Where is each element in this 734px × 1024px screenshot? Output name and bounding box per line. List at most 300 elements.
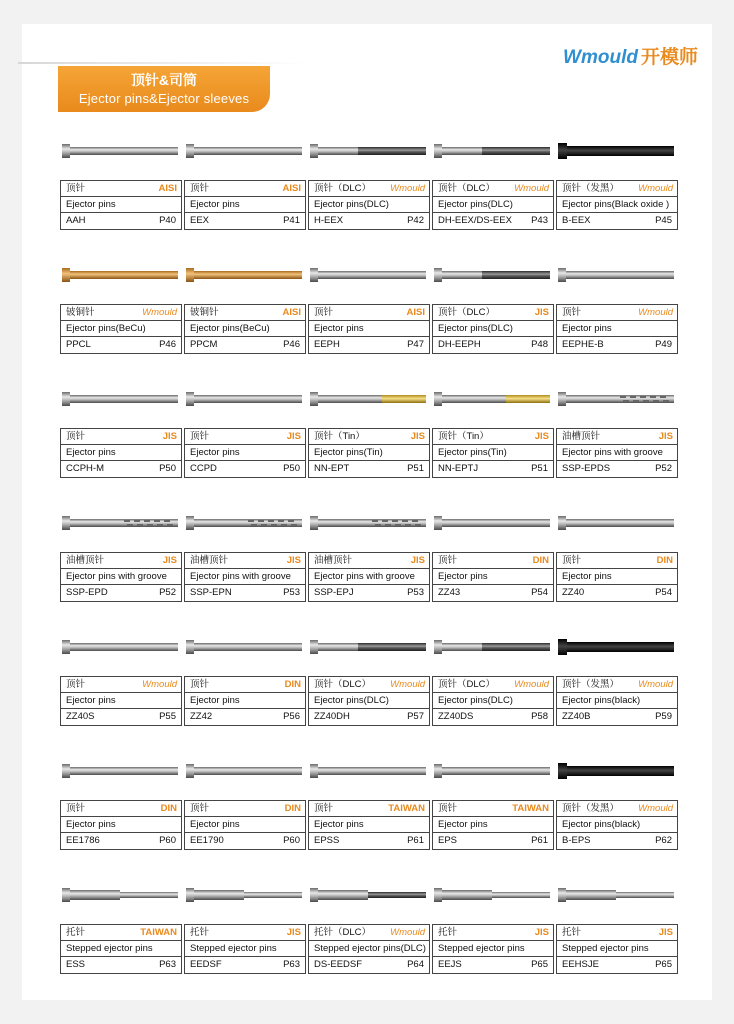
product-cn-name: [309, 181, 429, 197]
ejector-pin-image: [432, 388, 552, 410]
ejector-pin-image: [556, 636, 676, 658]
product-code: ZZ43: [438, 587, 461, 598]
ejector-pin-image: [184, 760, 304, 782]
product-code: EEPH: [314, 339, 340, 350]
product-en-name: Ejector pins with groove: [309, 569, 429, 585]
product-spec-cell[interactable]: [556, 428, 678, 478]
product-code-row: [185, 833, 305, 849]
standard-label: JIS: [534, 927, 549, 938]
product-en-name: Ejector pins(DLC): [433, 197, 553, 213]
product-code: ZZ40B: [562, 711, 591, 722]
product-spec-cell[interactable]: [308, 552, 430, 602]
standard-label: TAIWAN: [388, 803, 425, 814]
product-spec-cell[interactable]: [308, 428, 430, 478]
product-spec-cell[interactable]: [308, 924, 430, 974]
product-spec-cell[interactable]: [556, 800, 678, 850]
product-spec-cell[interactable]: [184, 924, 306, 974]
page-ref: P48: [531, 339, 548, 350]
ejector-pin-image: [60, 264, 180, 286]
ejector-pin-image: [184, 140, 304, 162]
product-en-name: Stepped ejector pins: [433, 941, 553, 957]
brand-chinese: 开模师: [640, 47, 698, 68]
product-en-name: Ejector pins(Tin): [433, 445, 553, 461]
page-ref: P61: [407, 835, 424, 846]
product-en-name: Ejector pins: [185, 197, 305, 213]
spec-cell-row: [60, 428, 678, 480]
product-cn-name: [433, 925, 553, 941]
product-spec-cell[interactable]: [432, 304, 554, 354]
product-code-row: [185, 957, 305, 973]
pin-image-row: [60, 264, 678, 286]
brand-logo: [563, 42, 698, 69]
cn-label: 油槽顶针: [562, 431, 601, 442]
product-spec-cell[interactable]: [432, 180, 554, 230]
ejector-pin-image: [556, 760, 676, 782]
cn-label: 顶针: [314, 307, 334, 318]
cn-label: 顶针: [438, 555, 458, 566]
product-en-name: Stepped ejector pins: [185, 941, 305, 957]
cn-label: 顶针: [66, 431, 86, 442]
page-ref: P51: [407, 463, 424, 474]
product-en-name: Ejector pins(BeCu): [185, 321, 305, 337]
product-code-row: [433, 709, 553, 725]
cn-label: 顶针: [66, 679, 86, 690]
ejector-pin-image: [60, 140, 180, 162]
standard-label: Wmould: [390, 183, 425, 194]
standard-label: TAIWAN: [512, 803, 549, 814]
ejector-pin-image: [556, 264, 676, 286]
spec-cell-row: [60, 924, 678, 976]
page-ref: P54: [655, 587, 672, 598]
standard-label: JIS: [534, 307, 549, 318]
product-cn-name: [557, 429, 677, 445]
product-row: [60, 512, 678, 636]
standard-label: DIN: [284, 803, 301, 814]
product-code: ZZ40: [562, 587, 585, 598]
product-code-row: [61, 213, 181, 229]
header-rule: [18, 62, 308, 64]
spec-cell-row: [60, 304, 678, 356]
product-code-row: [185, 337, 305, 353]
page-ref: P63: [159, 959, 176, 970]
spec-cell-row: [60, 676, 678, 728]
product-code-row: [185, 585, 305, 601]
product-code: PPCL: [66, 339, 91, 350]
ejector-pin-image: [556, 884, 676, 906]
product-cn-name: [557, 553, 677, 569]
product-code: PPCM: [190, 339, 218, 350]
cn-label: 托针: [438, 927, 458, 938]
product-row: [60, 636, 678, 760]
product-spec-cell[interactable]: [308, 304, 430, 354]
product-spec-cell[interactable]: [432, 428, 554, 478]
standard-label: DIN: [284, 679, 301, 690]
product-en-name: Stepped ejector pins: [557, 941, 677, 957]
product-code-row: [61, 957, 181, 973]
product-spec-cell[interactable]: [556, 676, 678, 726]
product-code: AAH: [66, 215, 86, 226]
product-en-name: Ejector pins: [185, 445, 305, 461]
product-cn-name: [61, 677, 181, 693]
product-en-name: Stepped ejector pins(DLC): [309, 941, 429, 957]
ejector-pin-image: [308, 884, 428, 906]
product-code: SSP-EPDS: [562, 463, 611, 474]
standard-label: Wmould: [142, 307, 177, 318]
product-code-row: [557, 337, 677, 353]
product-code: EEPHE-B: [562, 339, 604, 350]
ejector-pin-image: [60, 760, 180, 782]
standard-label: JIS: [286, 431, 301, 442]
product-en-name: Ejector pins: [61, 197, 181, 213]
page-ref: P46: [159, 339, 176, 350]
pin-image-row: [60, 760, 678, 782]
cn-label: 顶针: [438, 803, 458, 814]
ejector-pin-image: [308, 636, 428, 658]
product-en-name: Ejector pins: [61, 817, 181, 833]
product-en-name: Ejector pins(Tin): [309, 445, 429, 461]
product-code: ZZ40S: [66, 711, 95, 722]
cn-label: 顶针: [562, 307, 582, 318]
product-cn-name: [61, 553, 181, 569]
standard-label: DIN: [160, 803, 177, 814]
ejector-pin-image: [308, 512, 428, 534]
product-en-name: Stepped ejector pins: [61, 941, 181, 957]
product-cn-name: [309, 429, 429, 445]
product-en-name: Ejector pins(BeCu): [61, 321, 181, 337]
page-ref: P55: [159, 711, 176, 722]
page-ref: P62: [655, 835, 672, 846]
page-ref: P47: [407, 339, 424, 350]
product-code: ESS: [66, 959, 86, 970]
product-en-name: Ejector pins with groove: [557, 445, 677, 461]
spec-cell-row: [60, 180, 678, 232]
product-cn-name: [61, 181, 181, 197]
product-code: ZZ40DH: [314, 711, 350, 722]
ejector-pin-image: [184, 388, 304, 410]
cn-label: 顶针（发黑）: [562, 803, 620, 814]
cn-label: 顶针（Tin）: [438, 431, 489, 442]
product-cn-name: [433, 181, 553, 197]
pin-image-row: [60, 512, 678, 534]
standard-label: Wmould: [142, 679, 177, 690]
ejector-pin-image: [308, 760, 428, 782]
product-cn-name: [557, 677, 677, 693]
product-en-name: Ejector pins: [309, 321, 429, 337]
product-code: EE1790: [190, 835, 224, 846]
spec-cell-row: [60, 800, 678, 852]
product-spec-cell[interactable]: [60, 428, 182, 478]
product-spec-cell[interactable]: [60, 304, 182, 354]
product-en-name: Ejector pins(Black oxide ): [557, 197, 677, 213]
product-code: SSP-EPJ: [314, 587, 354, 598]
page-ref: P61: [531, 835, 548, 846]
ejector-pin-image: [60, 884, 180, 906]
cn-label: 顶针: [66, 183, 86, 194]
standard-label: DIN: [656, 555, 673, 566]
product-row: [60, 884, 678, 1008]
product-cn-name: [433, 801, 553, 817]
product-spec-cell[interactable]: [60, 676, 182, 726]
page-ref: P46: [283, 339, 300, 350]
product-cn-name: [61, 801, 181, 817]
page-ref: P60: [283, 835, 300, 846]
product-cn-name: [557, 305, 677, 321]
product-spec-cell[interactable]: [432, 552, 554, 602]
product-code: NN-EPTJ: [438, 463, 479, 474]
standard-label: TAIWAN: [140, 927, 177, 938]
product-code-row: [557, 957, 677, 973]
product-spec-cell[interactable]: [60, 180, 182, 230]
ejector-pin-image: [432, 884, 552, 906]
product-cn-name: [61, 429, 181, 445]
product-spec-cell[interactable]: [432, 676, 554, 726]
standard-label: JIS: [286, 555, 301, 566]
product-spec-cell[interactable]: [308, 676, 430, 726]
product-cn-name: [185, 801, 305, 817]
product-spec-cell[interactable]: [556, 180, 678, 230]
product-cn-name: [61, 305, 181, 321]
product-code: ZZ40DS: [438, 711, 474, 722]
pin-image-row: [60, 884, 678, 906]
product-spec-cell[interactable]: [308, 800, 430, 850]
page-ref: P64: [407, 959, 424, 970]
product-spec-cell[interactable]: [184, 428, 306, 478]
product-en-name: Ejector pins(DLC): [433, 693, 553, 709]
ejector-pin-image: [556, 512, 676, 534]
product-cn-name: [433, 305, 553, 321]
product-code-row: [185, 461, 305, 477]
product-cn-name: [185, 429, 305, 445]
product-code-row: [557, 585, 677, 601]
product-code-row: [61, 709, 181, 725]
ejector-pin-image: [432, 140, 552, 162]
product-en-name: Ejector pins with groove: [61, 569, 181, 585]
product-spec-cell[interactable]: [184, 676, 306, 726]
product-spec-cell[interactable]: [556, 924, 678, 974]
product-code-row: [309, 709, 429, 725]
product-spec-cell[interactable]: [556, 304, 678, 354]
product-spec-cell[interactable]: [556, 552, 678, 602]
product-spec-cell[interactable]: [432, 924, 554, 974]
product-cn-name: [185, 925, 305, 941]
cn-label: 托针: [562, 927, 582, 938]
cn-label: 油槽顶针: [190, 555, 229, 566]
product-en-name: Ejector pins: [61, 693, 181, 709]
standard-label: JIS: [286, 927, 301, 938]
cn-label: 托针（DLC）: [314, 927, 372, 938]
product-en-name: Ejector pins: [61, 445, 181, 461]
cn-label: 顶针: [314, 803, 334, 814]
ejector-pin-image: [308, 388, 428, 410]
page-ref: P52: [655, 463, 672, 474]
ejector-pin-image: [60, 512, 180, 534]
page-ref: P59: [655, 711, 672, 722]
product-grid: [60, 140, 678, 1008]
product-cn-name: [309, 801, 429, 817]
product-en-name: Ejector pins(DLC): [433, 321, 553, 337]
product-spec-cell[interactable]: [184, 800, 306, 850]
product-spec-cell[interactable]: [184, 552, 306, 602]
page-ref: P65: [655, 959, 672, 970]
product-en-name: Ejector pins: [309, 817, 429, 833]
product-code: NN-EPT: [314, 463, 350, 474]
product-code-row: [433, 585, 553, 601]
standard-label: AISI: [282, 307, 301, 318]
page-ref: P42: [407, 215, 424, 226]
standard-label: AISI: [282, 183, 301, 194]
product-spec-cell[interactable]: [432, 800, 554, 850]
product-code: SSP-EPN: [190, 587, 232, 598]
product-cn-name: [61, 925, 181, 941]
standard-label: JIS: [658, 927, 673, 938]
cn-label: 顶针: [190, 183, 210, 194]
product-code-row: [61, 833, 181, 849]
ejector-pin-image: [184, 636, 304, 658]
ejector-pin-image: [432, 264, 552, 286]
product-spec-cell[interactable]: [60, 924, 182, 974]
product-cn-name: [309, 925, 429, 941]
ejector-pin-image: [60, 636, 180, 658]
product-code-row: [61, 461, 181, 477]
section-banner: [58, 66, 270, 112]
product-code: H-EEX: [314, 215, 344, 226]
ejector-pin-image: [432, 512, 552, 534]
product-code: B-EPS: [562, 835, 591, 846]
ejector-pin-image: [432, 636, 552, 658]
product-code: ZZ42: [190, 711, 213, 722]
ejector-pin-image: [184, 264, 304, 286]
cn-label: 顶针（DLC）: [438, 679, 496, 690]
product-code-row: [309, 213, 429, 229]
product-row: [60, 140, 678, 264]
product-cn-name: [185, 305, 305, 321]
ejector-pin-image: [556, 140, 676, 162]
ejector-pin-image: [184, 884, 304, 906]
product-code: DH-EEX/DS-EEX: [438, 215, 512, 226]
standard-label: Wmould: [514, 183, 549, 194]
product-code-row: [309, 337, 429, 353]
page-ref: P40: [159, 215, 176, 226]
product-spec-cell[interactable]: [184, 304, 306, 354]
product-code: EEJS: [438, 959, 462, 970]
ejector-pin-image: [432, 760, 552, 782]
pin-image-row: [60, 636, 678, 658]
product-spec-cell[interactable]: [60, 800, 182, 850]
cn-label: 顶针: [562, 555, 582, 566]
pin-image-row: [60, 388, 678, 410]
page-ref: P58: [531, 711, 548, 722]
page-ref: P50: [159, 463, 176, 474]
product-en-name: Ejector pins: [185, 817, 305, 833]
product-spec-cell[interactable]: [60, 552, 182, 602]
page-ref: P49: [655, 339, 672, 350]
spec-cell-row: [60, 552, 678, 604]
product-row: [60, 388, 678, 512]
standard-label: Wmould: [638, 803, 673, 814]
standard-label: AISI: [406, 307, 425, 318]
product-code: DH-EEPH: [438, 339, 481, 350]
product-code-row: [433, 461, 553, 477]
cn-label: 顶针: [66, 803, 86, 814]
product-cn-name: [433, 429, 553, 445]
page-ref: P53: [407, 587, 424, 598]
product-en-name: Ejector pins(DLC): [309, 197, 429, 213]
ejector-pin-image: [556, 388, 676, 410]
product-cn-name: [309, 677, 429, 693]
product-code-row: [433, 337, 553, 353]
product-code-row: [185, 213, 305, 229]
product-cn-name: [557, 181, 677, 197]
cn-label: 顶针（发黑）: [562, 679, 620, 690]
product-cn-name: [309, 305, 429, 321]
product-spec-cell[interactable]: [308, 180, 430, 230]
pin-image-row: [60, 140, 678, 162]
standard-label: DIN: [532, 555, 549, 566]
product-code: EEHSJE: [562, 959, 599, 970]
product-en-name: Ejector pins(black): [557, 817, 677, 833]
page-ref: P41: [283, 215, 300, 226]
page-ref: P45: [655, 215, 672, 226]
standard-label: Wmould: [638, 307, 673, 318]
standard-label: JIS: [658, 431, 673, 442]
product-code: EEDSF: [190, 959, 222, 970]
product-code-row: [557, 709, 677, 725]
page-ref: P57: [407, 711, 424, 722]
product-code-row: [309, 957, 429, 973]
cn-label: 铍铜针: [190, 307, 219, 318]
product-en-name: Ejector pins(DLC): [309, 693, 429, 709]
standard-label: JIS: [162, 555, 177, 566]
product-cn-name: [185, 553, 305, 569]
product-code-row: [557, 213, 677, 229]
product-code-row: [185, 709, 305, 725]
product-spec-cell[interactable]: [184, 180, 306, 230]
product-code-row: [309, 585, 429, 601]
page-ref: P60: [159, 835, 176, 846]
product-code-row: [61, 337, 181, 353]
cn-label: 顶针（DLC）: [314, 183, 372, 194]
product-en-name: Ejector pins: [433, 817, 553, 833]
product-code-row: [557, 461, 677, 477]
ejector-pin-image: [60, 388, 180, 410]
cn-label: 铍铜针: [66, 307, 95, 318]
standard-label: Wmould: [390, 679, 425, 690]
standard-label: JIS: [410, 431, 425, 442]
ejector-pin-image: [184, 512, 304, 534]
cn-label: 顶针: [190, 803, 210, 814]
product-code: EEX: [190, 215, 210, 226]
cn-label: 顶针（DLC）: [438, 183, 496, 194]
product-code: B-EEX: [562, 215, 591, 226]
page-ref: P51: [531, 463, 548, 474]
standard-label: Wmould: [514, 679, 549, 690]
product-code: EPS: [438, 835, 458, 846]
cn-label: 顶针（发黑）: [562, 183, 620, 194]
ejector-pin-image: [308, 140, 428, 162]
product-code: CCPH-M: [66, 463, 104, 474]
cn-label: 油槽顶针: [66, 555, 105, 566]
cn-label: 顶针: [190, 431, 210, 442]
standard-label: Wmould: [638, 183, 673, 194]
page-ref: P52: [159, 587, 176, 598]
product-cn-name: [309, 553, 429, 569]
page-ref: P56: [283, 711, 300, 722]
product-code-row: [557, 833, 677, 849]
cn-label: 顶针（DLC）: [314, 679, 372, 690]
product-cn-name: [185, 677, 305, 693]
product-code-row: [433, 213, 553, 229]
cn-label: 顶针（Tin）: [314, 431, 365, 442]
